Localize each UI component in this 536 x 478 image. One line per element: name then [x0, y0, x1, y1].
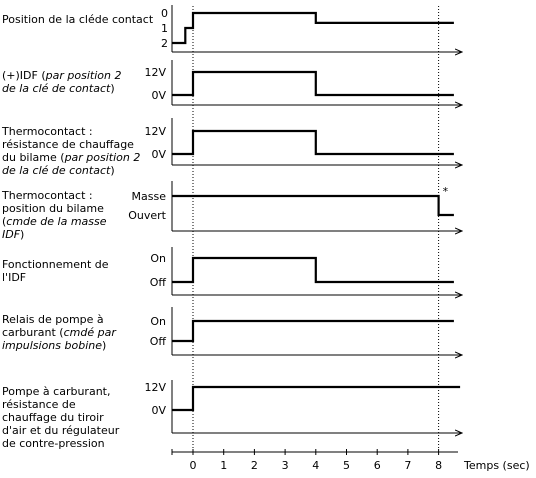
description-text: ) — [110, 164, 115, 177]
description-text: Thermocontact : — [2, 189, 93, 202]
description-text: de contre-pression — [2, 437, 105, 450]
time-tick-label: 2 — [250, 459, 258, 472]
time-tick-label: 6 — [373, 459, 381, 472]
level-label: On — [150, 315, 166, 328]
description-text: position du bilame — [2, 202, 104, 215]
signal-row — [150, 307, 462, 355]
signal-waveform — [172, 258, 454, 282]
signal-waveform — [172, 13, 454, 43]
level-label: 12V — [144, 66, 166, 79]
description-italic-text: cmde de la masse — [6, 215, 107, 228]
signal-waveform — [172, 387, 461, 410]
level-label: 12V — [144, 381, 166, 394]
description-text: Relais de pompe à — [2, 313, 104, 326]
description-text: d'air et du régulateur — [2, 424, 120, 437]
description-text: l'IDF — [2, 271, 27, 284]
signal-waveform — [172, 321, 454, 341]
description-text: résistance de — [2, 398, 76, 411]
description-italic-text: de la clé de contact — [2, 164, 111, 177]
time-axis-label: Temps (sec) — [464, 459, 530, 472]
description-text: Thermocontact : — [2, 125, 93, 138]
description-text: ) — [110, 82, 115, 95]
description-text: ) — [102, 339, 107, 352]
description-text: résistance de chauffage — [2, 138, 134, 151]
description-italic-text: IDF — [2, 228, 21, 241]
time-tick-label: 8 — [435, 459, 443, 472]
description-text: Pompe à carburant, — [2, 385, 111, 398]
description-text: carburant ( — [2, 326, 64, 339]
level-label: On — [150, 252, 166, 265]
signal-row — [144, 118, 462, 165]
signal-waveform — [172, 72, 454, 95]
time-tick-label: 7 — [404, 459, 412, 472]
level-label: 2 — [161, 37, 168, 50]
time-axis — [172, 449, 530, 472]
description-italic-text: par position 2 — [45, 69, 122, 82]
time-tick-label: 4 — [312, 459, 320, 472]
level-label: 0V — [151, 89, 166, 102]
description-text: chauffage du tiroir — [2, 411, 104, 424]
description-text: Position de la clé — [2, 13, 95, 26]
description-text: ) — [20, 228, 25, 241]
signal-row — [144, 380, 462, 433]
level-label: 12V — [144, 125, 166, 138]
level-label: 0 — [161, 7, 168, 20]
description-italic-text: impulsions bobine — [2, 339, 102, 352]
footnote-asterisk: * — [442, 185, 449, 198]
signal-waveform — [172, 196, 454, 215]
description-italic-text: par position 2 — [64, 151, 141, 164]
time-tick-label: 1 — [220, 459, 228, 472]
level-label: 1 — [161, 22, 168, 35]
signal-row — [144, 60, 462, 105]
signal-waveform — [172, 131, 454, 154]
signal-row — [128, 181, 462, 231]
time-tick-label: 5 — [343, 459, 350, 472]
signal-rows — [128, 5, 462, 433]
level-label: 0V — [151, 404, 166, 417]
level-label: Ouvert — [128, 209, 166, 222]
signal-row — [161, 5, 462, 52]
description-text: (+)IDF ( — [2, 69, 46, 82]
description-text: de contact — [94, 13, 154, 26]
description-text: Fonctionnement de — [2, 258, 109, 271]
time-tick-label: 0 — [189, 459, 197, 472]
description-italic-text: cmdé par — [63, 326, 116, 339]
description-text: ( — [2, 215, 7, 228]
level-label: Off — [149, 335, 166, 348]
level-label: Masse — [131, 190, 166, 203]
level-label: Off — [149, 276, 166, 289]
time-tick-label: 3 — [281, 459, 289, 472]
description-text: du bilame ( — [2, 151, 65, 164]
level-label: 0V — [151, 148, 166, 161]
description-italic-text: de la clé de contact — [2, 82, 111, 95]
signal-row — [150, 247, 462, 295]
